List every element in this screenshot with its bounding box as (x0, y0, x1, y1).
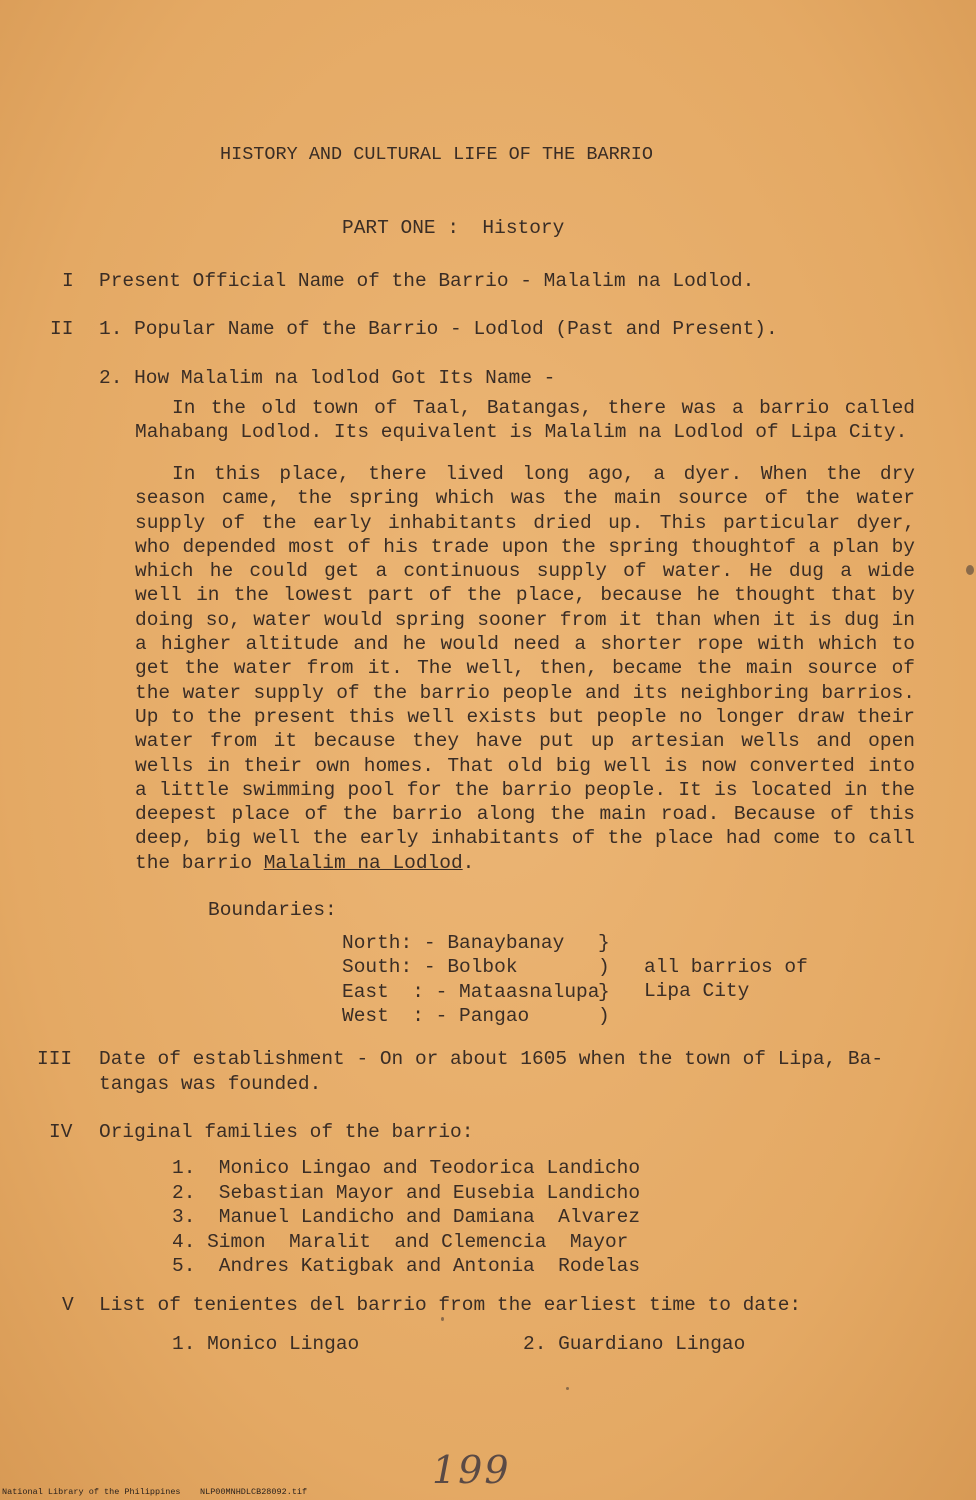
paragraph-dyer-end: . (462, 851, 475, 874)
boundaries-label: Boundaries: (208, 899, 337, 921)
boundary-east: East : - Mataasnalupa (342, 981, 600, 1003)
family-2: 2. Sebastian Mayor and Eusebia Landicho (172, 1182, 641, 1204)
teniente-1: 1. Monico Lingao (172, 1333, 360, 1355)
barrio-name-underlined: Malalim na Lodlod (263, 851, 463, 874)
boundaries-note: all barrios of Lipa City (644, 956, 808, 1003)
brace-marks: } ) } ) (598, 932, 610, 1027)
family-3: 3. Manuel Landicho and Damiana Alvarez (172, 1206, 641, 1228)
section-iii-numeral: III (37, 1048, 73, 1070)
footer-filename: NLP00MNHDLCB28092.tif (200, 1487, 308, 1497)
document-title: HISTORY AND CULTURAL LIFE OF THE BARRIO (220, 144, 653, 165)
paper-speck (566, 1387, 569, 1390)
paper-speck (441, 1317, 444, 1321)
handwritten-page-number: 199 (432, 1448, 511, 1492)
section-ii-item-2-heading: 2. How Malalim na lodlod Got Its Name - (99, 367, 556, 389)
paper-speck (966, 565, 974, 575)
section-iii-line-1: Date of establishment - On or about 1605 when the town of Lipa, Ba- (99, 1048, 884, 1070)
section-v-numeral: V (62, 1294, 74, 1316)
section-ii-numeral: II (50, 318, 74, 340)
footer-institution: National Library of the Philippines (2, 1487, 181, 1497)
family-4: 4. Simon Maralit and Clemencia Mayor (172, 1231, 629, 1253)
boundary-north: North: - Banaybanay (342, 932, 565, 954)
section-i-text: Present Official Name of the Barrio - Malalim na Lodlod. (99, 270, 755, 292)
section-v-heading: List of tenientes del barrio from the earliest time to date: (99, 1294, 802, 1316)
boundary-south: South: - Bolbok (342, 956, 518, 978)
part-heading: PART ONE : History (342, 217, 565, 239)
teniente-2: 2. Guardiano Lingao (523, 1333, 746, 1355)
section-i-numeral: I (62, 270, 74, 292)
family-1: 1. Monico Lingao and Teodorica Landicho (172, 1157, 641, 1179)
family-5: 5. Andres Katigbak and Antonia Rodelas (172, 1255, 641, 1277)
section-iv-numeral: IV (49, 1121, 73, 1143)
section-iii-line-2: tangas was founded. (99, 1073, 322, 1095)
paragraph-taal (135, 396, 915, 445)
paragraph-dyer-text: In this place, there lived long ago, a dyer. When the dry season came, the spring which was the main source of the water supply of the early inhabitants dried up. This particular dyer, who depended most of his trade upon the spring thoughtof a plan by which he could get a continuous supply of water. He dug a wide well in the lowest part of the place, because he thought that by doing so, water would spring sooner from it than when it is dug in a higher altitude and he would need a shorter rope with which to get the water from it. The well, then, became the main source of the water supply of the barrio people and its neighboring barrios. Up to the present this well exists but people no longer draw their water from it because they have put up artesian wells and open wells in their own homes. That old big well is now converted into a little swimming pool for the barrio people. It is located in the deepest place of the barrio along the main road. Because of this deep, big well the early inhabitants of the place had come to call the barrio (135, 463, 915, 874)
section-iv-heading: Original families of the barrio: (99, 1121, 474, 1143)
section-ii-item-1: 1. Popular Name of the Barrio - Lodlod (Past and Present). (99, 318, 778, 340)
paragraph-dyer (135, 462, 915, 875)
paragraph-taal-text: In the old town of Taal, Batangas, there was a barrio called Mahabang Lodlod. Its equivalent is Malalim na Lodlod of Lipa City. (135, 397, 915, 444)
boundary-west: West : - Pangao (342, 1005, 530, 1027)
